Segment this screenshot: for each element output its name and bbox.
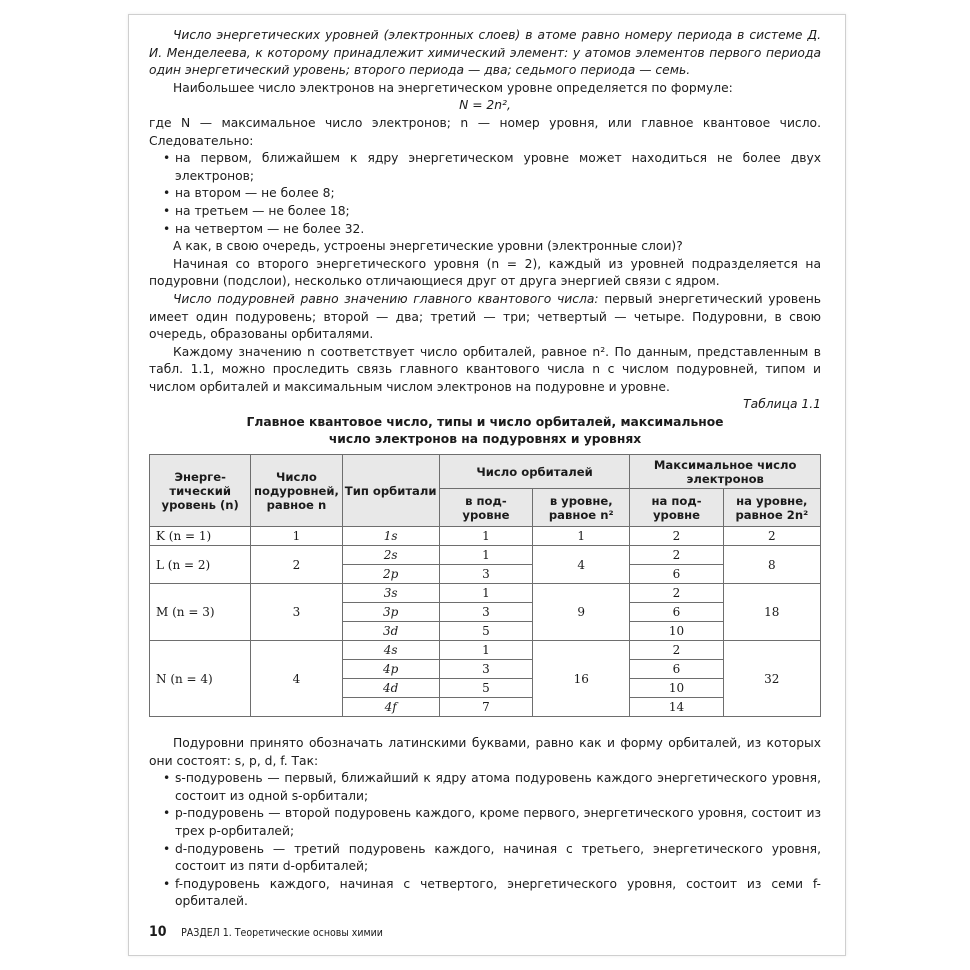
italic-lead: Число подуровней равно значению главного квантового числа: (173, 291, 599, 306)
intro-paragraph-2: Наибольшее число электронов на энергетическом уровне определяется по формуле: (173, 80, 733, 95)
electrons-sublevel-cell: 6 (630, 603, 723, 622)
orbital-type-cell: 1s (342, 527, 439, 546)
electrons-level-cell: 8 (723, 546, 820, 584)
level-name-cell: L (n = 2) (150, 546, 251, 584)
orbitals-level-cell: 16 (533, 641, 630, 717)
intro-paragraph-4: А как, в свою очередь, устроены энергетические уровни (электронные слои)? (173, 239, 683, 254)
list-item: • на первом, ближайшем к ядру энергетическом уровне может находиться не более двух электронов; (163, 150, 821, 185)
list-item: • s-подуровень — первый, ближайший к ядру атома подуровень каждого энергетического уровня, состоит из одной s-орбитали; (163, 770, 821, 805)
page-footer (149, 921, 383, 940)
table-title-line: число электронов на подуровнях и уровнях (328, 432, 642, 447)
orbitals-sublevel-cell: 1 (439, 641, 532, 660)
header-electrons: Максимальное число электронов (630, 455, 821, 489)
book-page (128, 14, 846, 956)
level-name-cell: M (n = 3) (150, 584, 251, 641)
orbitals-level-cell: 1 (533, 527, 630, 546)
header-orb-level: в уровне, равное n² (533, 489, 630, 527)
orbitals-sublevel-cell: 3 (439, 565, 532, 584)
level-capacity-list (149, 150, 821, 238)
electrons-sublevel-cell: 2 (630, 584, 723, 603)
sublevel-count-cell: 3 (251, 584, 342, 641)
section-title: РАЗДЕЛ 1. Теоретические основы химии (181, 927, 383, 939)
header-el-level: на уровне, равное 2n² (723, 489, 820, 527)
table-title (149, 414, 821, 448)
orbital-type-cell: 4p (342, 660, 439, 679)
list-item: • d-подуровень — третий подуровень каждого, начиная с третьего, энергетического уровня, состоит из пяти d-орбиталей; (163, 841, 821, 876)
orbitals-level-cell: 4 (533, 546, 630, 584)
orbital-type-cell: 4s (342, 641, 439, 660)
orbital-type-cell: 3d (342, 622, 439, 641)
orbitals-sublevel-cell: 3 (439, 603, 532, 622)
orbitals-sublevel-cell: 3 (439, 660, 532, 679)
table-body (150, 527, 821, 717)
sublevel-list (149, 770, 821, 911)
header-sublevels: Число подуровней, равное n (251, 455, 342, 527)
header-el-sub: на под-уровне (630, 489, 723, 527)
page-number: 10 (149, 924, 167, 940)
sublevel-count-cell: 4 (251, 641, 342, 717)
electrons-sublevel-cell: 10 (630, 679, 723, 698)
orbitals-sublevel-cell: 1 (439, 546, 532, 565)
orbital-type-cell: 4f (342, 698, 439, 717)
orbitals-sublevel-cell: 5 (439, 679, 532, 698)
intro-paragraph-6 (149, 291, 821, 344)
formula: N = 2n², (459, 98, 511, 113)
after-paragraph-1: Подуровни принято обозначать латинскими буквами, равно как и форму орбиталей, из которых они состоят: s, p, d, f. Так: (149, 736, 821, 768)
electrons-sublevel-cell: 6 (630, 660, 723, 679)
header-orb-sub: в под-уровне (439, 489, 532, 527)
electrons-sublevel-cell: 2 (630, 641, 723, 660)
electrons-level-cell: 2 (723, 527, 820, 546)
orbitals-level-cell: 9 (533, 584, 630, 641)
header-orbitals: Число орбиталей (439, 455, 630, 489)
paragraph-rest: первый энергетический уровень имеет один подуровень; второй — два; третий — три; четвертый — четыре. Подуровни, в свою очередь, образованы орбиталями. (149, 291, 821, 342)
page-content (149, 27, 821, 911)
orbitals-sublevel-cell: 1 (439, 527, 532, 546)
level-name-cell: N (n = 4) (150, 641, 251, 717)
intro-paragraph-1: Число энергетических уровней (электронных слоев) в атоме равно номеру периода в системе Д. И. Менделеева, к которому принадлежит химический элемент: у атомов элементов первого периода один энергетический уровень; второго периода — два; седьмого периода — семь. (149, 28, 821, 78)
sublevel-count-cell: 1 (251, 527, 342, 546)
level-name-cell: K (n = 1) (150, 527, 251, 546)
list-item: • p-подуровень — второй подуровень каждого, кроме первого, энергетического уровня, состоит из трех p-орбиталей; (163, 805, 821, 840)
intro-paragraph-7: Каждому значению n соответствует число орбиталей, равное n². По данным, представленным в табл. 1.1, можно проследить связь главного квантового числа n с числом подуровней, типом и числом орбиталей и максимальным числом электронов на подуровне и уровне. (149, 344, 821, 394)
table-caption: Таблица 1.1 (743, 397, 821, 412)
electrons-sublevel-cell: 10 (630, 622, 723, 641)
orbital-type-cell: 2s (342, 546, 439, 565)
orbital-type-cell: 4d (342, 679, 439, 698)
electrons-sublevel-cell: 2 (630, 527, 723, 546)
list-item: • на четвертом — не более 32. (163, 221, 821, 239)
electrons-sublevel-cell: 2 (630, 546, 723, 565)
quantum-number-table (149, 454, 821, 717)
intro-paragraph-5: Начиная со второго энергетического уровня (n = 2), каждый из уровней подразделяется на подуровни (подслои), несколько отличающиеся друг от друга энергией связи с ядром. (149, 256, 821, 289)
table-row (150, 527, 821, 546)
orbital-type-cell: 2p (342, 565, 439, 584)
sublevel-count-cell: 2 (251, 546, 342, 584)
electrons-level-cell: 18 (723, 584, 820, 641)
intro-paragraph-3: где N — максимальное число электронов; n — номер уровня, или главное квантовое число. Следовательно: (149, 115, 821, 148)
list-item: • f-подуровень каждого, начиная с четвертого, энергетического уровня, состоит из семи f-орбиталей. (163, 876, 821, 911)
electrons-level-cell: 32 (723, 641, 820, 717)
orbital-type-cell: 3p (342, 603, 439, 622)
table-row (150, 641, 821, 660)
list-item: • на втором — не более 8; (163, 185, 821, 203)
orbitals-sublevel-cell: 7 (439, 698, 532, 717)
header-level: Энерге-тический уровень (n) (150, 455, 251, 527)
list-item: • на третьем — не более 18; (163, 203, 821, 221)
electrons-sublevel-cell: 14 (630, 698, 723, 717)
header-type: Тип орбитали (342, 455, 439, 527)
electrons-sublevel-cell: 6 (630, 565, 723, 584)
orbital-type-cell: 3s (342, 584, 439, 603)
table-row (150, 546, 821, 565)
table-row (150, 584, 821, 603)
orbitals-sublevel-cell: 1 (439, 584, 532, 603)
table-title-line: Главное квантовое число, типы и число орбиталей, максимальное (246, 415, 724, 430)
orbitals-sublevel-cell: 5 (439, 622, 532, 641)
